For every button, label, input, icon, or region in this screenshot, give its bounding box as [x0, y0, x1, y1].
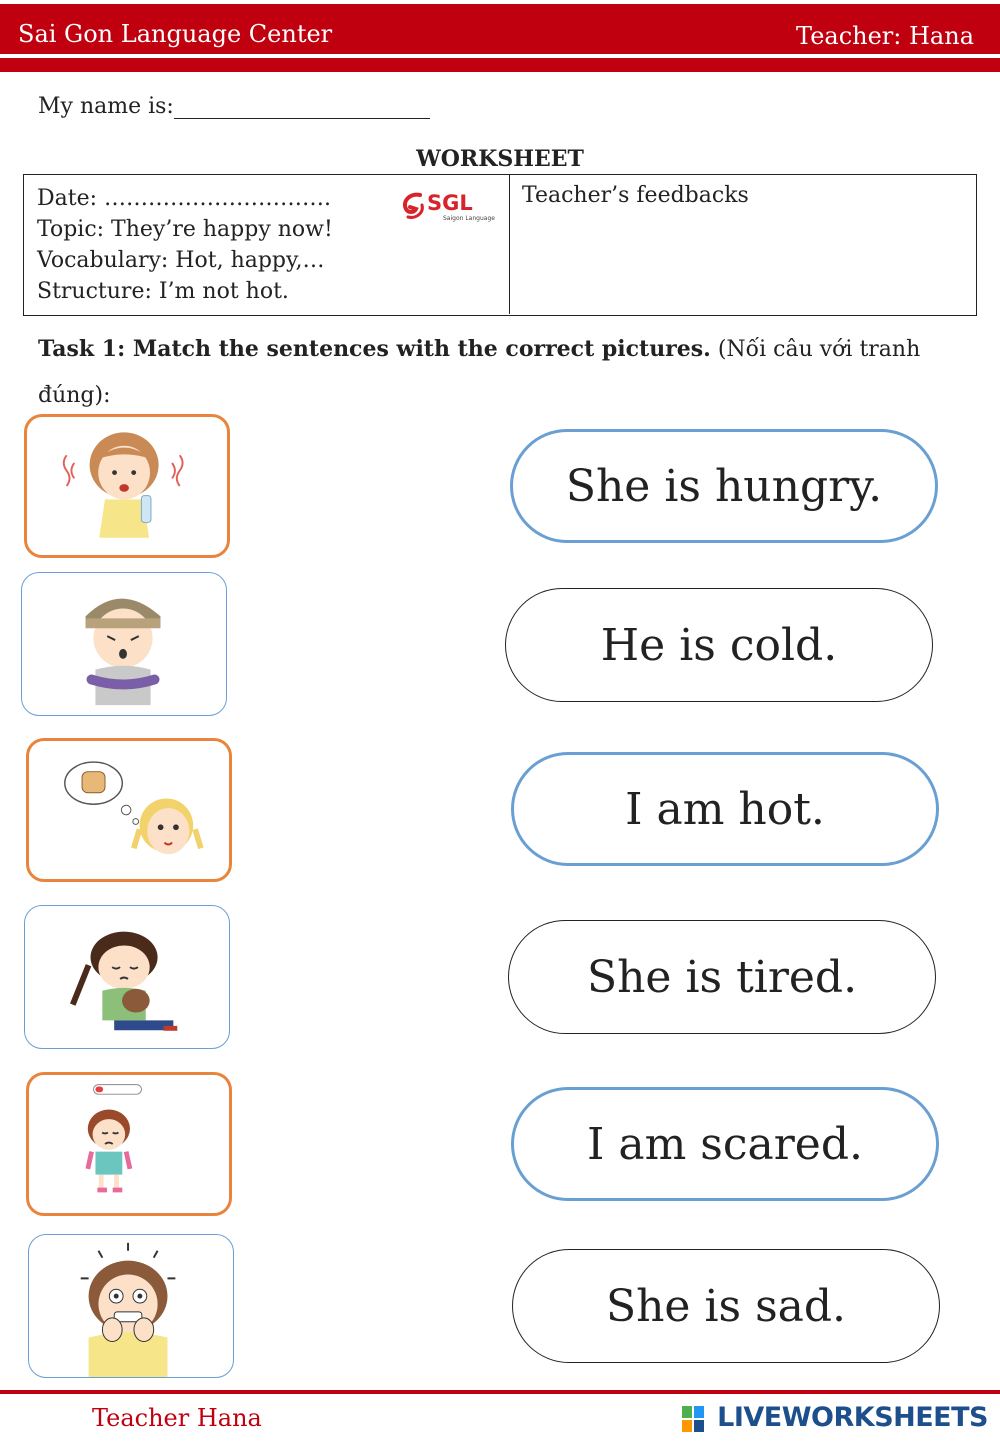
scared-woman-icon [29, 1235, 233, 1377]
sentence-pill-3[interactable]: I am hot. [511, 752, 939, 866]
name-label: My name is: [38, 94, 174, 119]
sgl-logo-icon [400, 191, 428, 221]
sentence-pill-4[interactable]: She is tired. [508, 920, 936, 1034]
logo-text: SGL [427, 191, 473, 215]
sgl-logo [400, 189, 500, 229]
teacher-name: Teacher: Hana [796, 22, 974, 50]
picture-tired-girl[interactable] [26, 1072, 232, 1216]
feedback-label: Teacher’s feedbacks [522, 183, 749, 208]
sad-girl-icon [25, 906, 229, 1048]
picture-cold-man[interactable] [21, 572, 227, 716]
center-name: Sai Gon Language Center [18, 20, 333, 48]
picture-sad-girl[interactable] [24, 905, 230, 1049]
picture-hungry-girl[interactable] [26, 738, 232, 882]
header-bar [0, 4, 1000, 54]
liveworksheets-brand: LIVEWORKSHEETS [717, 1402, 988, 1433]
name-input[interactable] [174, 97, 430, 119]
footer-teacher: Teacher Hana [92, 1404, 262, 1432]
sentence-pill-6[interactable]: She is sad. [512, 1249, 940, 1363]
hungry-girl-icon [29, 741, 229, 879]
picture-scared-woman[interactable] [28, 1234, 234, 1378]
task1-instruction [38, 326, 968, 419]
picture-hot-woman[interactable] [24, 414, 230, 558]
info-left-cell [24, 175, 510, 314]
sentence-pill-2[interactable]: He is cold. [505, 588, 933, 702]
cold-man-icon [22, 573, 226, 715]
footer-divider [0, 1390, 1000, 1394]
date-line: Date: …………………………. [37, 186, 332, 211]
tired-girl-icon [29, 1075, 229, 1213]
hot-woman-icon [27, 417, 227, 555]
logo-subtext: Saigon Language [443, 215, 495, 222]
vocabulary-line: Vocabulary: Hot, happy,… [37, 248, 325, 273]
info-table [23, 174, 977, 316]
sentence-pill-5[interactable]: I am scared. [511, 1087, 939, 1201]
task1-bold: Task 1: Match the sentences with the correct pictures. [38, 336, 711, 362]
sentence-pill-1[interactable]: She is hungry. [510, 429, 938, 543]
topic-line: Topic: They’re happy now! [37, 217, 333, 242]
structure-line: Structure: I’m not hot. [37, 279, 289, 304]
worksheet-title: WORKSHEET [416, 146, 584, 172]
liveworksheets-icon [682, 1406, 704, 1432]
header-divider [0, 58, 1000, 72]
name-line [38, 94, 430, 119]
task1-rest: (Nối câu với tranh đúng): [38, 337, 921, 408]
